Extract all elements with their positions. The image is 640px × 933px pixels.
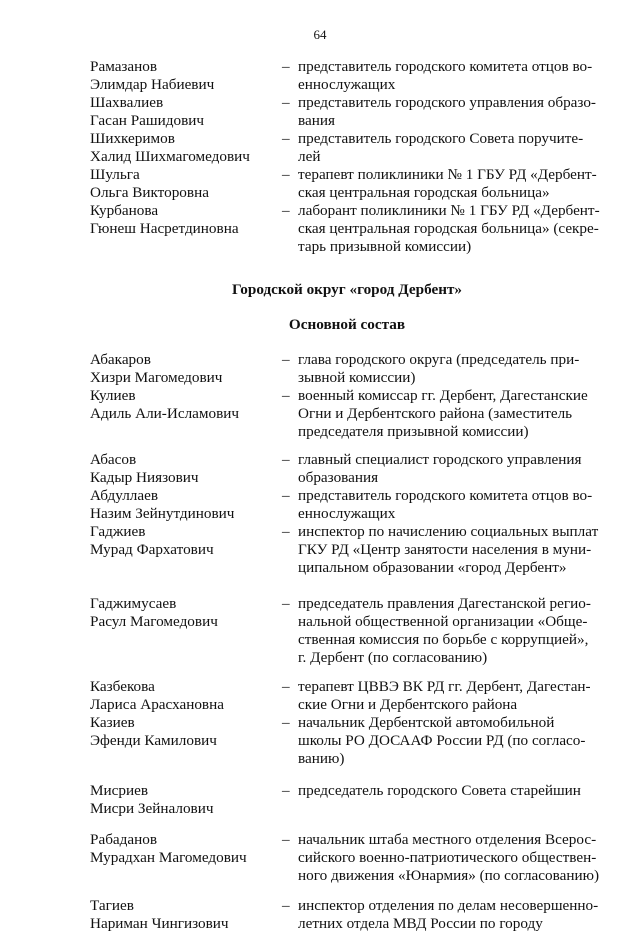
- member-surname: Мисриев: [90, 782, 149, 799]
- dash-mark: –: [282, 94, 290, 111]
- dash-mark: –: [282, 678, 290, 695]
- member-name: [90, 202, 282, 256]
- position-line: Огни и Дербентского района (заместитель: [298, 405, 573, 422]
- member-surname: Гаджиев: [90, 523, 146, 540]
- position-line: начальник Дербентской автомобильной: [298, 714, 555, 731]
- member-given-names: Кадыр Ниязович: [90, 469, 199, 486]
- member-entry: [90, 166, 604, 202]
- member-given-names: Халид Шихмагомедович: [90, 148, 250, 165]
- position-line: терапевт поликлиники № 1 ГБУ РД «Дербент-: [298, 166, 597, 183]
- position-line: школы РО ДОСААФ России РД (по согласо-: [298, 732, 586, 749]
- member-name: [90, 595, 282, 667]
- position-line: тарь призывной комиссии): [298, 238, 472, 255]
- member-entry: [90, 897, 604, 933]
- member-position: [298, 523, 604, 577]
- position-line: представитель городского Совета поручите-: [298, 130, 584, 147]
- member-given-names: Расул Магомедович: [90, 613, 218, 630]
- member-entry: [90, 202, 604, 256]
- member-name: [90, 387, 282, 441]
- member-surname: Шахвалиев: [90, 94, 164, 111]
- dash-mark: –: [282, 58, 290, 75]
- member-role: [282, 202, 604, 256]
- position-line: г. Дербент (по согласованию): [298, 649, 488, 666]
- member-surname: Шульга: [90, 166, 140, 183]
- page-number: 64: [313, 27, 327, 42]
- position-line: представитель городского комитета отцов во-: [298, 487, 593, 504]
- member-name: [90, 451, 282, 487]
- member-role: [282, 831, 604, 885]
- member-position: [298, 58, 604, 94]
- position-line: председателя призывной комиссии): [298, 423, 529, 440]
- member-role: [282, 714, 604, 768]
- position-line: нальной общественной организации «Обще-: [298, 613, 588, 630]
- member-given-names: Назим Зейнутдинович: [90, 505, 235, 522]
- member-role: [282, 523, 604, 577]
- member-entry: [90, 58, 604, 94]
- member-entry: [90, 351, 604, 387]
- section-title: Городской округ «город Дербент»: [231, 281, 463, 298]
- member-name: [90, 831, 282, 885]
- member-position: [298, 714, 604, 768]
- position-line: ципальном образовании «город Дербент»: [298, 559, 567, 576]
- dash-mark: –: [282, 595, 290, 612]
- member-given-names: Лариса Арасхановна: [90, 696, 224, 713]
- member-surname: Курбанова: [90, 202, 159, 219]
- position-line: главный специалист городского управления: [298, 451, 582, 468]
- position-line: председатель городского Совета старейшин: [298, 782, 581, 799]
- dash-mark: –: [282, 166, 290, 183]
- dash-mark: –: [282, 451, 290, 468]
- position-line: лей: [298, 148, 321, 165]
- member-given-names: Мурад Фархатович: [90, 541, 214, 558]
- member-position: [298, 595, 604, 667]
- member-surname: Абакаров: [90, 351, 151, 368]
- member-entry: [90, 523, 604, 577]
- member-position: [298, 487, 604, 523]
- member-entry: [90, 387, 604, 441]
- member-name: [90, 678, 282, 714]
- dash-mark: –: [282, 897, 290, 914]
- member-position: [298, 166, 604, 202]
- dash-mark: –: [282, 130, 290, 147]
- member-entry: [90, 451, 604, 487]
- position-line: ного движения «Юнармия» (по согласованию): [298, 867, 600, 884]
- member-surname: Казиев: [90, 714, 135, 731]
- position-line: ская центральная городская больница» (секре-: [298, 220, 599, 237]
- position-line: вания: [298, 112, 335, 129]
- member-position: [298, 130, 604, 166]
- member-surname: Абдуллаев: [90, 487, 159, 504]
- position-line: представитель городского комитета отцов во-: [298, 58, 593, 75]
- member-surname: Рамазанов: [90, 58, 158, 75]
- member-position: [298, 387, 604, 441]
- position-line: еннослужащих: [298, 505, 396, 522]
- position-line: глава городского округа (председатель при-: [298, 351, 580, 368]
- member-entry: [90, 595, 604, 667]
- member-role: [282, 130, 604, 166]
- member-name: [90, 58, 282, 94]
- member-given-names: Гюнеш Насретдиновна: [90, 220, 239, 237]
- member-given-names: Элимдар Набиевич: [90, 76, 215, 93]
- member-given-names: Хизри Магомедович: [90, 369, 223, 386]
- member-entry: [90, 487, 604, 523]
- member-role: [282, 387, 604, 441]
- position-line: лаборант поликлиники № 1 ГБУ РД «Дербент-: [298, 202, 600, 219]
- member-given-names: Эфенди Камилович: [90, 732, 217, 749]
- member-position: [298, 782, 604, 818]
- member-name: [90, 487, 282, 523]
- position-line: ванию): [298, 750, 345, 767]
- member-name: [90, 897, 282, 933]
- position-line: ская центральная городская больница»: [298, 184, 550, 201]
- dash-mark: –: [282, 202, 290, 219]
- member-role: [282, 166, 604, 202]
- position-line: терапевт ЦВВЭ ВК РД гг. Дербент, Дагестан-: [298, 678, 591, 695]
- member-entry: [90, 831, 604, 885]
- position-line: инспектор по начислению социальных выплат: [298, 523, 599, 540]
- member-name: [90, 523, 282, 577]
- member-role: [282, 487, 604, 523]
- member-role: [282, 897, 604, 933]
- member-position: [298, 678, 604, 714]
- member-role: [282, 351, 604, 387]
- member-surname: Тагиев: [90, 897, 134, 914]
- member-role: [282, 595, 604, 667]
- member-position: [298, 831, 604, 885]
- member-entry: [90, 94, 604, 130]
- member-name: [90, 166, 282, 202]
- member-given-names: Мисри Зейналович: [90, 800, 214, 817]
- member-role: [282, 58, 604, 94]
- member-role: [282, 678, 604, 714]
- member-position: [298, 202, 604, 256]
- member-given-names: Нариман Чингизович: [90, 915, 229, 932]
- member-surname: Рабаданов: [90, 831, 158, 848]
- member-name: [90, 714, 282, 768]
- member-given-names: Гасан Рашидович: [90, 112, 205, 129]
- position-line: зывной комиссии): [298, 369, 416, 386]
- member-entry: [90, 782, 604, 818]
- committee-list: [90, 58, 604, 933]
- member-given-names: Адиль Али-Исламович: [90, 405, 240, 422]
- member-surname: Гаджимусаев: [90, 595, 177, 612]
- position-line: представитель городского управления образо-: [298, 94, 596, 111]
- member-role: [282, 451, 604, 487]
- member-role: [282, 782, 604, 818]
- dash-mark: –: [282, 714, 290, 731]
- member-position: [298, 94, 604, 130]
- member-position: [298, 451, 604, 487]
- dash-mark: –: [282, 523, 290, 540]
- member-name: [90, 94, 282, 130]
- member-position: [298, 351, 604, 387]
- position-line: летних отдела МВД России по городу: [298, 915, 543, 932]
- member-given-names: Ольга Викторовна: [90, 184, 209, 201]
- position-line: ственная комиссия по борьбе с коррупцией»,: [298, 631, 589, 648]
- dash-mark: –: [282, 387, 290, 404]
- member-surname: Абасов: [90, 451, 137, 468]
- member-surname: Казбекова: [90, 678, 155, 695]
- member-entry: [90, 130, 604, 166]
- position-line: сийского военно-патриотического обществен-: [298, 849, 597, 866]
- position-line: военный комиссар гг. Дербент, Дагестанские: [298, 387, 588, 404]
- member-given-names: Мурадхан Магомедович: [90, 849, 247, 866]
- dash-mark: –: [282, 487, 290, 504]
- dash-mark: –: [282, 782, 290, 799]
- member-entry: [90, 678, 604, 714]
- position-line: еннослужащих: [298, 76, 396, 93]
- position-line: ГКУ РД «Центр занятости населения в муни-: [298, 541, 592, 558]
- member-surname: Кулиев: [90, 387, 136, 404]
- member-role: [282, 94, 604, 130]
- member-surname: Шихкеримов: [90, 130, 175, 147]
- position-line: начальник штаба местного отделения Всерос-: [298, 831, 597, 848]
- position-line: ские Огни и Дербентского района: [298, 696, 518, 713]
- member-entry: [90, 714, 604, 768]
- dash-mark: –: [282, 831, 290, 848]
- position-line: инспектор отделения по делам несовершенно-: [298, 897, 599, 914]
- member-name: [90, 782, 282, 818]
- position-line: образования: [298, 469, 379, 486]
- member-position: [298, 897, 604, 933]
- member-name: [90, 130, 282, 166]
- dash-mark: –: [282, 351, 290, 368]
- member-name: [90, 351, 282, 387]
- subsection-title: Основной состав: [288, 316, 406, 333]
- position-line: председатель правления Дагестанской регио-: [298, 595, 591, 612]
